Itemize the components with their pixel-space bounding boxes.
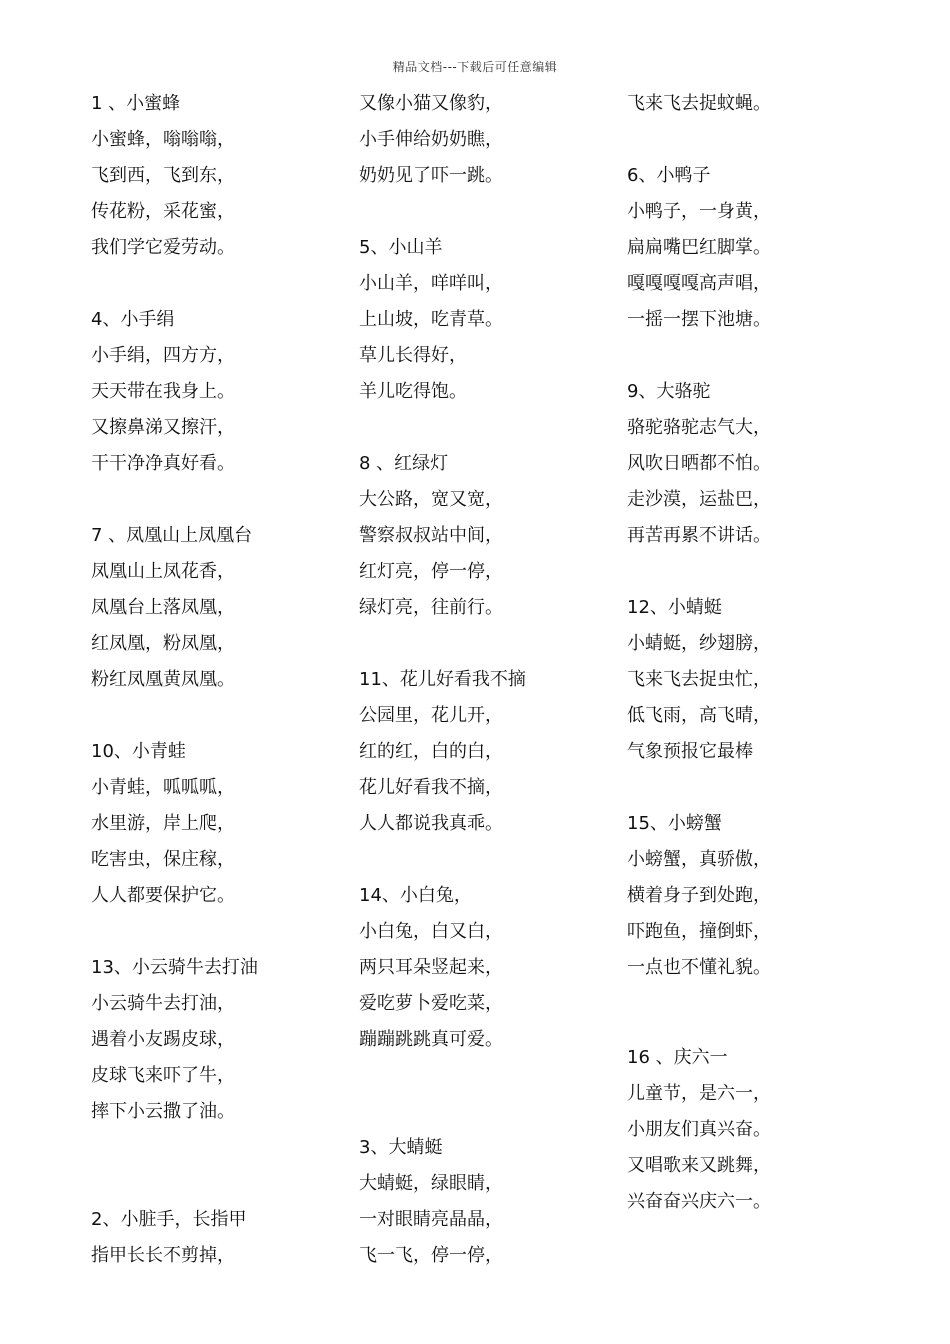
poem-line: 一摇一摆下池塘。 [627,309,771,330]
poem-line: 大蜻蜓，绿眼睛， [359,1173,503,1194]
poem-title: 11、花儿好看我不摘 [359,669,526,690]
poem-line: 绿灯亮，往前行。 [359,597,503,618]
poem-title: 6、小鸭子 [627,165,711,186]
poem-line: 遇着小友踢皮球， [91,1029,235,1050]
poem-title: 2、小脏手，长指甲 [91,1209,247,1230]
poem-line: 兴奋奋兴庆六一。 [627,1191,771,1212]
poem-line: 传花粉，采花蜜， [91,201,235,222]
poem-line: 小青蛙，呱呱呱， [91,777,235,798]
poem-line: 又擦鼻涕又擦汗， [91,417,235,438]
poem-line: 摔下小云撒了油。 [91,1101,235,1122]
poem-line: 一点也不懂礼貌。 [627,957,771,978]
poem-line: 飞来飞去捉虫忙， [627,669,771,690]
poem-line: 大公路，宽又宽， [359,489,503,510]
poem-line: 红灯亮，停一停， [359,561,503,582]
poem-line: 骆驼骆驼志气大， [627,417,771,438]
poem-line: 小鸭子，一身黄， [627,201,771,222]
poem-line: 风吹日晒都不怕。 [627,453,771,474]
poem-title: 3、大蜻蜓 [359,1137,443,1158]
poem-line: 低飞雨，高飞晴， [627,705,771,726]
poem-line: 小蜜蜂，嗡嗡嗡， [91,129,235,150]
poem-line: 公园里，花儿开， [359,705,503,726]
poem-title: 7 、凤凰山上凤凰台 [91,525,253,546]
poem-title: 10、小青蛙 [91,741,186,762]
poem-line: 小云骑牛去打油， [91,993,235,1014]
poem-line: 凤凰山上凤花香， [91,561,235,582]
poem-line: 奶奶见了吓一跳。 [359,165,503,186]
poem-line: 我们学它爱劳动。 [91,237,235,258]
poem-line: 羊儿吃得饱。 [359,381,467,402]
poem-line: 人人都要保护它。 [91,885,235,906]
poem-title: 15、小螃蟹 [627,813,722,834]
poem-line: 小白兔，白又白， [359,921,503,942]
poem-line: 红凤凰，粉凤凰， [91,633,235,654]
poem-line: 粉红凤凰黄凤凰。 [91,669,235,690]
poem-line: 草儿长得好， [359,345,467,366]
poem-column-1 [91,86,351,1274]
poem-title: 1 、小蜜蜂 [91,93,181,114]
poem-column-2 [359,86,619,1274]
poem-title: 12、小蜻蜓 [627,597,722,618]
poem-title: 8 、红绿灯 [359,453,449,474]
poem-title: 16 、庆六一 [627,1047,728,1068]
poem-line: 两只耳朵竖起来， [359,957,503,978]
poem-title: 5、小山羊 [359,237,443,258]
poem-line: 横着身子到处跑， [627,885,771,906]
poem-line: 爱吃萝卜爱吃菜， [359,993,503,1014]
poem-line: 走沙漠，运盐巴， [627,489,771,510]
poem-line: 警察叔叔站中间， [359,525,503,546]
poem-line: 吓跑鱼，撞倒虾， [627,921,771,942]
poem-line: 扁扁嘴巴红脚掌。 [627,237,771,258]
poem-line: 飞到西，飞到东， [91,165,235,186]
poem-line: 红的红，白的白， [359,741,503,762]
poem-title: 4、小手绢 [91,309,175,330]
poem-line: 一对眼睛亮晶晶， [359,1209,503,1230]
poem-line: 气象预报它最棒 [627,741,753,762]
poem-line: 飞一飞，停一停， [359,1245,503,1266]
poem-line: 小朋友们真兴奋。 [627,1119,771,1140]
poem-title: 14、小白兔， [359,885,472,906]
poem-title: 13、小云骑牛去打油 [91,957,258,978]
poem-line: 又唱歌来又跳舞， [627,1155,771,1176]
poem-line: 指甲长长不剪掉， [91,1245,235,1266]
poem-line: 蹦蹦跳跳真可爱。 [359,1029,503,1050]
poem-line: 小螃蟹，真骄傲， [627,849,771,870]
poem-line: 小手绢，四方方， [91,345,235,366]
poem-line: 水里游，岸上爬， [91,813,235,834]
poem-line: 上山坡，吃青草。 [359,309,503,330]
page-header: 精品文档---下载后可任意编辑 [392,60,558,74]
poem-line: 吃害虫，保庄稼， [91,849,235,870]
poem-column-3 [627,86,887,1220]
poem-line: 人人都说我真乖。 [359,813,503,834]
poem-line: 又像小猫又像豹， [359,93,503,114]
poem-line: 干干净净真好看。 [91,453,235,474]
poem-line: 小蜻蜓，纱翅膀， [627,633,771,654]
poem-line: 小山羊，咩咩叫， [359,273,503,294]
poem-title: 9、大骆驼 [627,381,711,402]
poem-line: 儿童节，是六一， [627,1083,771,1104]
poem-line: 嘎嘎嘎嘎高声唱， [627,273,771,294]
poem-line: 再苦再累不讲话。 [627,525,771,546]
poem-line: 花儿好看我不摘， [359,777,503,798]
poem-line: 小手伸给奶奶瞧， [359,129,503,150]
poem-line: 凤凰台上落凤凰， [91,597,235,618]
poem-line: 天天带在我身上。 [91,381,235,402]
poem-line: 飞来飞去捉蚊蝇。 [627,93,771,114]
poem-line: 皮球飞来吓了牛， [91,1065,235,1086]
